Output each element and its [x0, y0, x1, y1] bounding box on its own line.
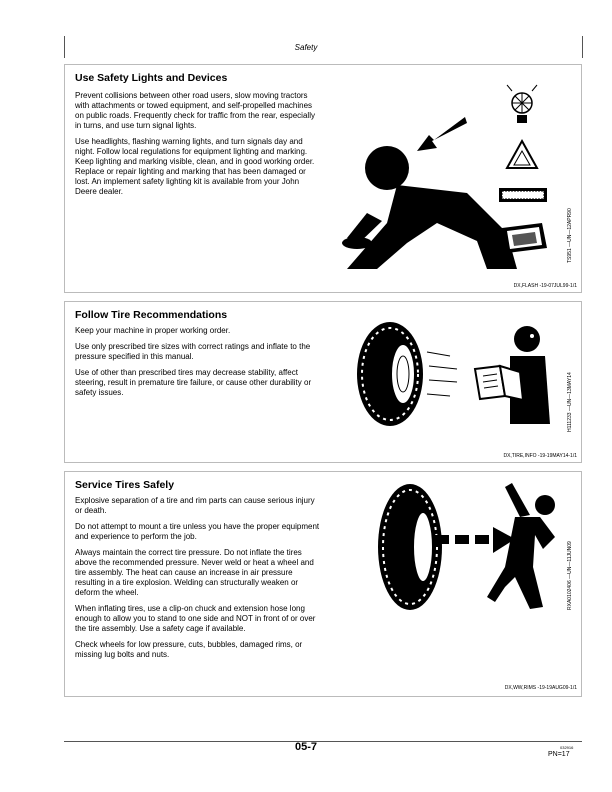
section-title: Service Tires Safely — [75, 479, 175, 491]
paragraph: Always maintain the correct tire pressure. Do not inflate the tires above the recommended pressure. Never weld or heat a wheel and tire assembly. The heat can cause an increase in air pressure resulting in a tire explosion. Welding can structurally weaken or deform the wheel. — [75, 548, 314, 597]
safety-lights-illustration — [337, 73, 562, 273]
paragraph: When inflating tires, use a clip-on chuck and extension hose long enough to allow you to stand to one side and NOT in front of or over the tire assembly. Use a safety cage if available. — [75, 604, 316, 633]
paragraph: Use of other than prescribed tires may decrease stability, affect steering, result in premature tire failure, or cause other durability or safety issues. — [75, 368, 312, 397]
footer-code: 032916 — [560, 745, 574, 750]
section-service-tires — [64, 471, 582, 697]
paragraph: Prevent collisions between other road users, slow moving tractors with attachments or towed equipment, and self-propelled machines on public roads. Frequently check for traffic from the rear, especially in turns, and use turn signal lights. — [75, 91, 315, 130]
section-body — [75, 496, 320, 666]
section-safety-lights — [64, 64, 582, 293]
section-title: Follow Tire Recommendations — [75, 309, 228, 321]
image-code: H111233 —UN—13MAY14 — [567, 372, 573, 432]
reference-code: DX,WW,RIMS -19-19AUG09-1/1 — [504, 685, 577, 691]
image-code: RXA0102406 —UN—11JUN09 — [567, 541, 573, 610]
paragraph: Use only prescribed tire sizes with correct ratings and inflate to the pressure specified in this manual. — [75, 342, 311, 361]
tire-recommendations-illustration — [345, 314, 560, 434]
page-number: 05-7 — [294, 741, 318, 753]
reference-code: DX,FLASH -19-07JUL99-1/1 — [513, 283, 577, 289]
section-body — [75, 91, 320, 203]
reference-code: DX,TIRE,INFO -19-19MAY14-1/1 — [503, 453, 577, 459]
section-title: Use Safety Lights and Devices — [75, 72, 228, 84]
paragraph: Use headlights, flashing warning lights, and turn signals day and night. Follow local regulations for equipment lighting and marking. Keep lighting and marking visible, clean, and in good working order. Replace or repair lighting and marking that has been damaged or lost. An implement safety lighting kit is available from your John Deere dealer. — [75, 137, 315, 196]
section-body — [75, 326, 320, 404]
paragraph: Explosive separation of a tire and rim parts can cause serious injury or death. — [75, 496, 315, 515]
pn-label: PN=17 — [548, 751, 570, 758]
paragraph: Do not attempt to mount a tire unless you have the proper equipment and experience to perform the job. — [75, 522, 320, 541]
section-tire-recommendations — [64, 301, 582, 463]
paragraph: Check wheels for low pressure, cuts, bubbles, damaged rims, or missing lug bolts and nuts. — [75, 640, 303, 659]
service-tires-illustration — [365, 477, 565, 617]
image-code: TS951 —UN—12APR90 — [567, 208, 573, 263]
page-header-title: Safety — [294, 43, 318, 52]
paragraph: Keep your machine in proper working order. — [75, 326, 231, 335]
